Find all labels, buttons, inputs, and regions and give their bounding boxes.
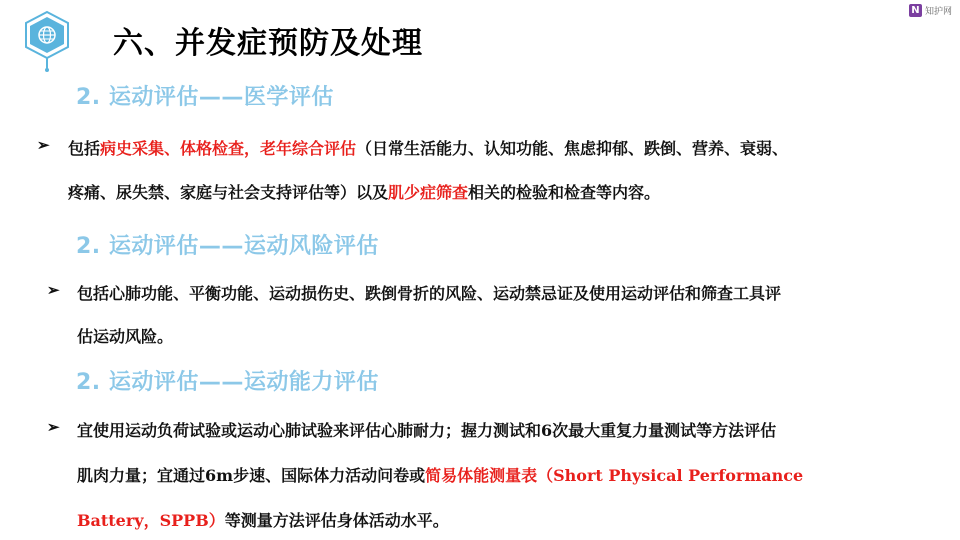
paragraph-line: 包括心肺功能、平衡功能、运动损伤史、跌倒骨折的风险、运动禁忌证及使用运动评估和筛查工具评: [77, 284, 782, 303]
paragraph-line: 宜使用运动负荷试验或运动心肺试验来评估心肺耐力；握力测试和6次最大重复力量测试等方法评估: [77, 421, 777, 440]
brand-logo-icon: N: [909, 4, 922, 17]
paragraph-line: 肌肉力量；宜通过6m步速、国际体力活动问卷或简易体能测量表（Short Physical Performance: [77, 466, 804, 485]
brand-text: 知护网: [924, 7, 952, 17]
paragraph-line: 疼痛、尿失禁、家庭与社会支持评估等）以及肌少症筛查相关的检验和检查等内容。: [68, 183, 661, 202]
paragraph-line: 估运动风险。: [77, 327, 174, 346]
paragraph-line: 包括病史采集、体格检查，老年综合评估（日常生活能力、认知功能、焦虑抑郁、跌倒、营养、衰弱、: [68, 139, 789, 158]
brand-watermark: [909, 4, 952, 17]
globe-logo-icon: [22, 10, 72, 72]
page-title: 六、并发症预防及处理: [113, 26, 423, 61]
paragraph-line: Battery，SPPB）等测量方法评估身体活动水平。: [77, 511, 449, 530]
section-subhead: 2. 运动评估——运动能力评估: [76, 370, 379, 395]
section-subhead: 2. 运动评估——运动风险评估: [76, 234, 379, 259]
section-subhead: 2. 运动评估——医学评估: [76, 85, 334, 110]
